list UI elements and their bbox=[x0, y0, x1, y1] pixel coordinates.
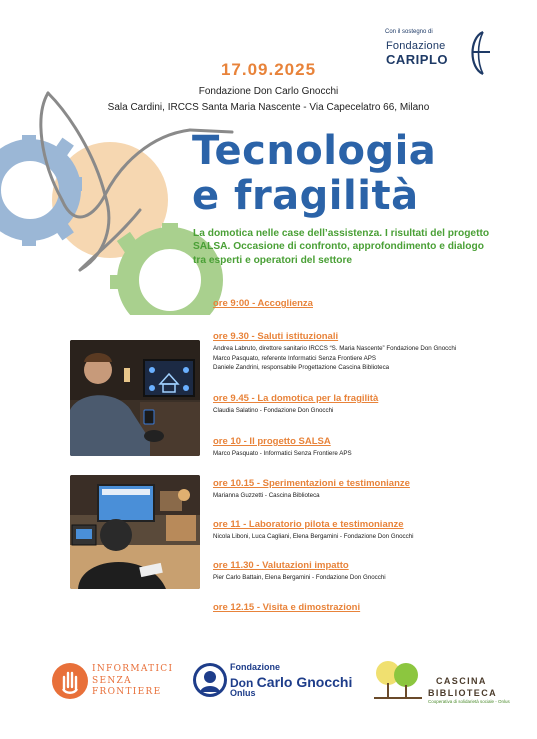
speaker-line: Pier Carlo Battain, Elena Bergamini - Fondazione Don Gnocchi bbox=[213, 574, 386, 581]
speaker-line: Marianna Guzzetti - Cascina Biblioteca bbox=[213, 492, 320, 499]
speaker-line: Daniele Zandrini, responsabile Progettazione Cascina Biblioteca bbox=[213, 364, 390, 372]
schedule-item bbox=[213, 602, 360, 613]
isf-text-line: INFORMATICI bbox=[92, 664, 174, 674]
don-gnocchi-logo-icon bbox=[193, 663, 227, 697]
schedule-item-title[interactable]: ore 10.15 - Sperimentazioni e testimonianze bbox=[213, 478, 410, 489]
schedule-item bbox=[213, 519, 414, 542]
isf-text-line: FRONTIERE bbox=[92, 687, 162, 697]
schedule-item bbox=[213, 298, 313, 309]
speaker-line: Marco Pasquato, referente Informatici Senza Frontiere APS bbox=[213, 354, 377, 362]
sponsor-name-line2: CARIPLO bbox=[386, 52, 448, 67]
cascina-biblioteca-trees-icon bbox=[372, 657, 424, 701]
laboratory-photo bbox=[70, 475, 200, 589]
schedule-item-title[interactable]: ore 10 - Il progetto SALSA bbox=[213, 436, 331, 447]
cascina-biblioteca-line2: BIBLIOTECA bbox=[428, 688, 497, 698]
schedule-item-title[interactable]: ore 9.45 - La domotica per la fragilità bbox=[213, 393, 379, 404]
isf-logo-text bbox=[92, 664, 173, 699]
speaker-line: Nicola Liboni, Luca Cagliani, Elena Bergamini - Fondazione Don Gnocchi bbox=[213, 533, 414, 540]
sponsor-caption: Con il sostegno di bbox=[385, 29, 433, 35]
event-date: 17.09.2025 bbox=[220, 60, 317, 79]
schedule-item bbox=[213, 560, 386, 583]
speaker-line: Marco Pasquato - Informatici Senza Frontiere APS bbox=[213, 450, 352, 457]
smart-home-photo bbox=[70, 340, 200, 456]
cascina-biblioteca-line3: Cooperativa di solidarietà sociale - Onlus bbox=[428, 699, 510, 704]
speaker-line: Claudia Salatino - Fondazione Don Gnocchi bbox=[213, 407, 334, 414]
sponsor-name-line1: Fondazione bbox=[386, 40, 446, 52]
don-gnocchi-line2b: Carlo Gnocchi bbox=[256, 674, 353, 690]
event-organizer: Fondazione Don Carlo Gnocchi bbox=[198, 86, 339, 97]
event-title-line1: Tecnologia bbox=[192, 128, 437, 174]
schedule-item bbox=[213, 478, 410, 501]
don-gnocchi-line2a: Don bbox=[230, 676, 257, 690]
cascina-biblioteca-line1: CASCINA bbox=[436, 676, 487, 686]
event-venue: Sala Cardini, IRCCS Santa Maria Nascente - Via Capecelatro 66, Milano bbox=[107, 102, 430, 113]
event-subtitle: La domotica nelle case dell’assistenza. I risultati del progetto SALSA. Occasione di confronto, approfondimento e dialogo tra esperti e operatori del settore bbox=[193, 228, 490, 266]
schedule-item-title[interactable]: ore 9.30 - Saluti istituzionali bbox=[213, 331, 339, 342]
don-gnocchi-line3: Onlus bbox=[230, 688, 256, 698]
isf-logo-icon bbox=[52, 663, 88, 699]
isf-text-line: SENZA bbox=[92, 675, 132, 686]
schedule-item bbox=[213, 436, 352, 459]
schedule-item bbox=[213, 331, 456, 373]
schedule-item-title[interactable]: ore 12.15 - Visita e dimostrazioni bbox=[213, 602, 361, 613]
schedule-item-title[interactable]: ore 11.30 - Valutazioni impatto bbox=[213, 560, 349, 571]
schedule-item bbox=[213, 393, 378, 416]
speaker-line: Andrea Labruto, direttore sanitario IRCCS “S. Maria Nascente” Fondazione Don Gnocchi bbox=[213, 345, 457, 352]
schedule-item-title[interactable]: ore 9:00 - Accoglienza bbox=[213, 298, 313, 309]
schedule-item-title[interactable]: ore 11 - Laboratorio pilota e testimonianze bbox=[213, 519, 404, 530]
event-title-line2: e fragilità bbox=[192, 173, 419, 219]
don-gnocchi-line1: Fondazione bbox=[230, 662, 280, 672]
